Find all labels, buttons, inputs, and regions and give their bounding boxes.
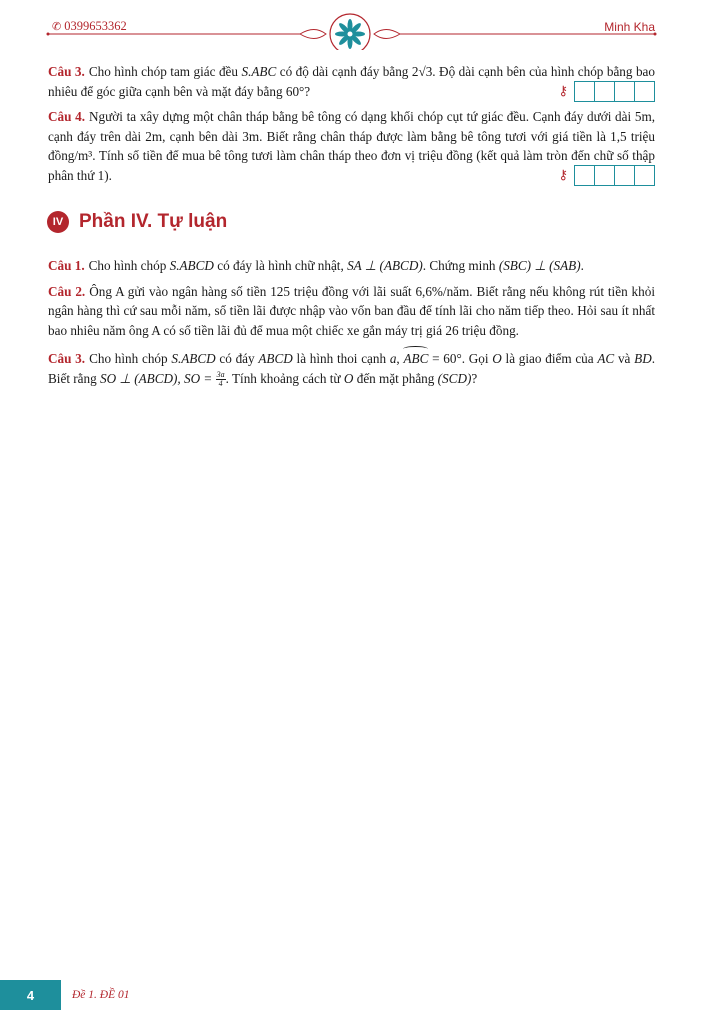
question-text: Cho hình chóp: [88, 258, 170, 273]
math-expr: SO ⊥ (ABCD), SO =: [100, 370, 216, 386]
part4-q1: [48, 256, 655, 276]
angle-expr: ABC: [403, 346, 428, 369]
question-text: . Tính khoảng cách từ: [225, 370, 344, 386]
question-text: . Biết rằng: [48, 351, 656, 386]
question-text: = 60°. Gọi: [428, 351, 493, 366]
phone-number: 0399653362: [64, 19, 127, 33]
part4-q2: [48, 282, 655, 341]
key-icon: ⚷: [558, 83, 568, 99]
page-header: [0, 0, 725, 50]
answer-row: [558, 165, 655, 186]
math-expr: S.ABCD: [171, 351, 216, 366]
math-expr: BD: [634, 351, 652, 366]
math-expr: ABCD: [258, 351, 293, 366]
math-expr: (SBC) ⊥ (SAB): [498, 258, 581, 273]
question-text: đến mặt phẳng: [353, 370, 438, 386]
question-label: Câu 2.: [48, 283, 86, 299]
question-label: Câu 4.: [48, 109, 86, 124]
question-text: ,: [396, 351, 404, 366]
footer-title: Đề 1. ĐỀ 01: [72, 989, 130, 1001]
math-expr: AC: [597, 351, 615, 366]
part3-content: [48, 62, 655, 191]
fraction-denominator: 4: [218, 378, 223, 388]
part4-q3: [48, 346, 655, 388]
question-text: Người ta xây dựng một chân tháp bằng bê tông có dạng khối chóp cụt tứ giác đều. Cạnh đáy dưới dài 5m, cạnh đáy trên dài 2m, cạnh bên dài 3m. Biết rằng chân tháp được làm bằng bê tông tươi với giá tiền là 1,5 triệu đồng/m³. Tính số tiền để mua bê tông tươi làm chân tháp theo đơn vị triệu đồng (kết quả làm tròn đến chữ số thập phân thứ 1).: [48, 109, 655, 183]
section-badge: IV: [47, 211, 69, 233]
question-text: Cho hình chóp: [89, 351, 172, 366]
question-text: là giao điểm của: [501, 351, 598, 366]
header-phone: [52, 19, 127, 34]
question-text: và: [614, 351, 635, 366]
question-label: Câu 3.: [48, 351, 86, 366]
answer-row: [558, 81, 655, 102]
question-label: Câu 3.: [48, 64, 85, 79]
math-expr: SA ⊥ (ABCD): [347, 258, 423, 273]
question-text: .: [580, 258, 584, 273]
part3-q3: [48, 62, 655, 101]
part3-q4: [48, 107, 655, 185]
question-text: Ông A gửi vào ngân hàng số tiền 125 triệu đồng với lãi suất 6,6%/năm. Biết rằng nếu không rút tiền khỏi ngân hàng thì cứ sau mỗi năm, số tiền lãi được nhập vào vốn ban đầu để tính lãi cho năm tiếp theo. Hỏi sau ít nhất bao nhiêu năm ông A có số tiền lãi đủ để mua một chiếc xe gắn máy trị giá 26 triệu đồng.: [48, 283, 655, 338]
question-text: có đáy: [215, 351, 259, 366]
question-text: . Chứng minh: [422, 258, 499, 273]
question-label: Câu 1.: [48, 258, 85, 273]
key-icon: ⚷: [558, 167, 568, 183]
page-number: 4: [0, 980, 61, 1010]
phone-icon: ✆: [52, 21, 62, 33]
section-header: [47, 211, 227, 233]
question-text: có độ dài cạnh đáy bằng 2√3. Độ dài cạnh bên của hình chóp bằng bao nhiêu để góc giữa cạnh bên và mặt đáy bằng 60°?: [48, 64, 656, 99]
header-author: Minh Kha: [604, 20, 655, 34]
fraction: [216, 371, 226, 388]
answer-boxes[interactable]: [574, 165, 655, 186]
math-expr: (SCD): [437, 370, 472, 386]
fraction-numerator: 3a: [216, 369, 225, 379]
math-expr: O: [492, 351, 502, 366]
question-text: Cho hình chóp tam giác đều: [88, 64, 242, 79]
question-text: ?: [471, 370, 478, 386]
question-text: có đáy là hình chữ nhật,: [213, 258, 348, 273]
math-expr: O: [343, 370, 354, 386]
math-expr: S.ABC: [241, 64, 277, 79]
answer-boxes[interactable]: [574, 81, 655, 102]
math-expr: S.ABCD: [169, 258, 214, 273]
math-expr: a: [389, 351, 397, 366]
section-title: Phần IV. Tự luận: [79, 211, 228, 232]
question-text: là hình thoi cạnh: [292, 351, 390, 366]
part4-content: [48, 256, 655, 394]
